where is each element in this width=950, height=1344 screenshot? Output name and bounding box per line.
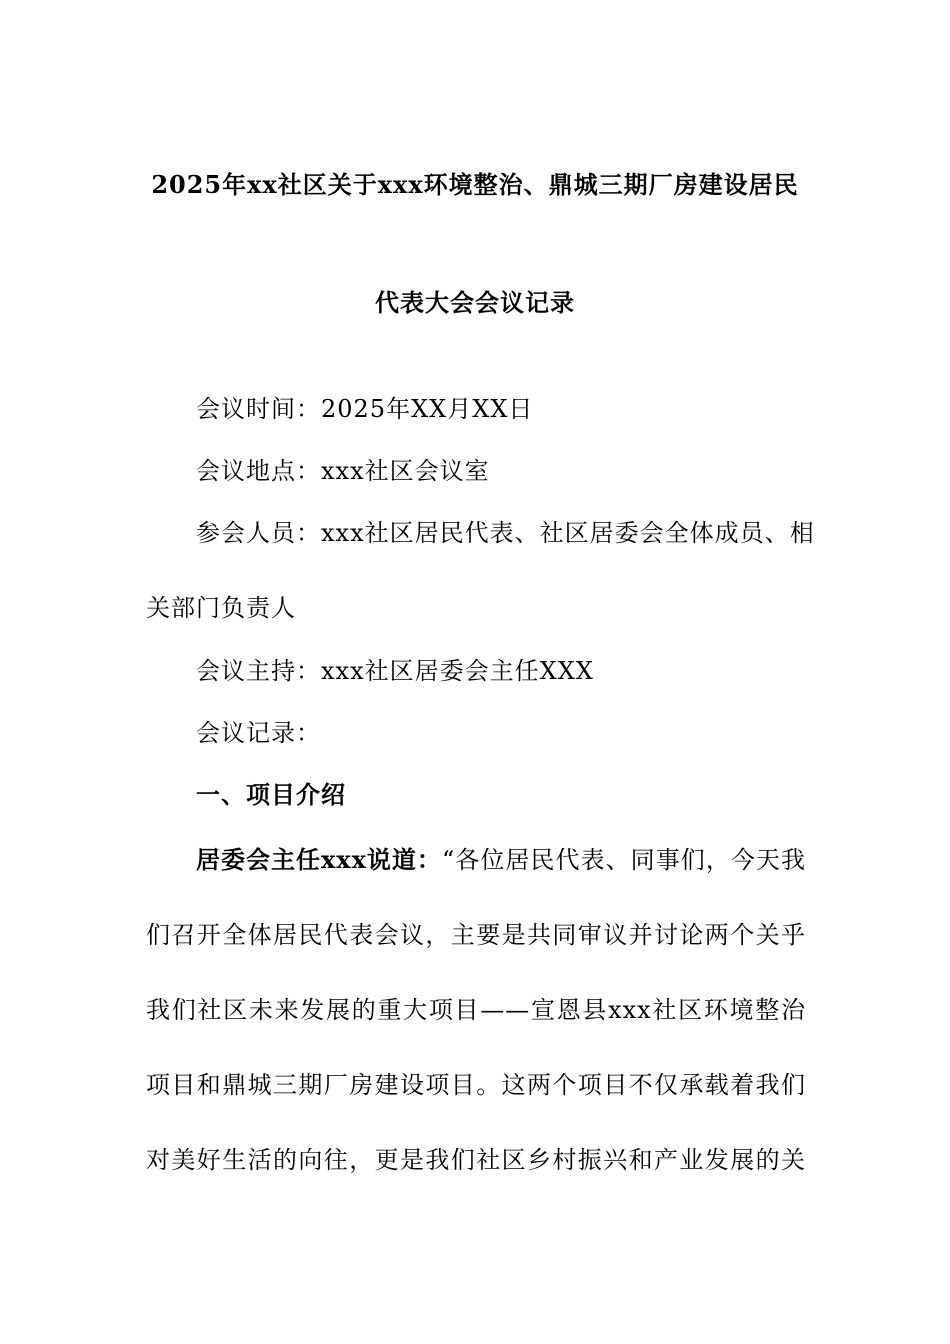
meeting-time: 会议时间：2025年XX月XX日 xyxy=(196,395,534,423)
section-heading: 一、项目介绍 xyxy=(196,780,346,809)
meeting-host: 会议主持：xxx社区居委会主任XXX xyxy=(196,657,594,685)
document-title-line-2: 代表大会会议记录 xyxy=(375,288,575,317)
paragraph-line-5: 对美好生活的向往，更是我们社区乡村振兴和产业发展的关 xyxy=(146,1146,806,1174)
meeting-place: 会议地点：xxx社区会议室 xyxy=(196,457,490,485)
paragraph-line-3: 我们社区未来发展的重大项目——宣恩县xxx社区环境整治 xyxy=(146,996,806,1024)
paragraph-line-4: 项目和鼎城三期厂房建设项目。这两个项目不仅承载着我们 xyxy=(146,1071,806,1099)
attendees-line-2: 关部门负责人 xyxy=(146,594,296,622)
speaker-label: 居委会主任xxx说道： xyxy=(196,845,442,874)
paragraph-line-2: 们召开全体居民代表会议，主要是共同审议并讨论两个关乎 xyxy=(146,921,806,949)
attendees-line-1: 参会人员：xxx社区居民代表、社区居委会全体成员、相 xyxy=(196,519,815,547)
paragraph-line-1-text: “各位居民代表、同事们，今天我 xyxy=(441,846,806,874)
document-title-line-1: 2025年xx社区关于xxx环境整治、鼎城三期厂房建设居民 xyxy=(151,170,799,199)
paragraph-line-1 xyxy=(196,845,806,875)
meeting-record-label: 会议记录： xyxy=(196,719,321,747)
